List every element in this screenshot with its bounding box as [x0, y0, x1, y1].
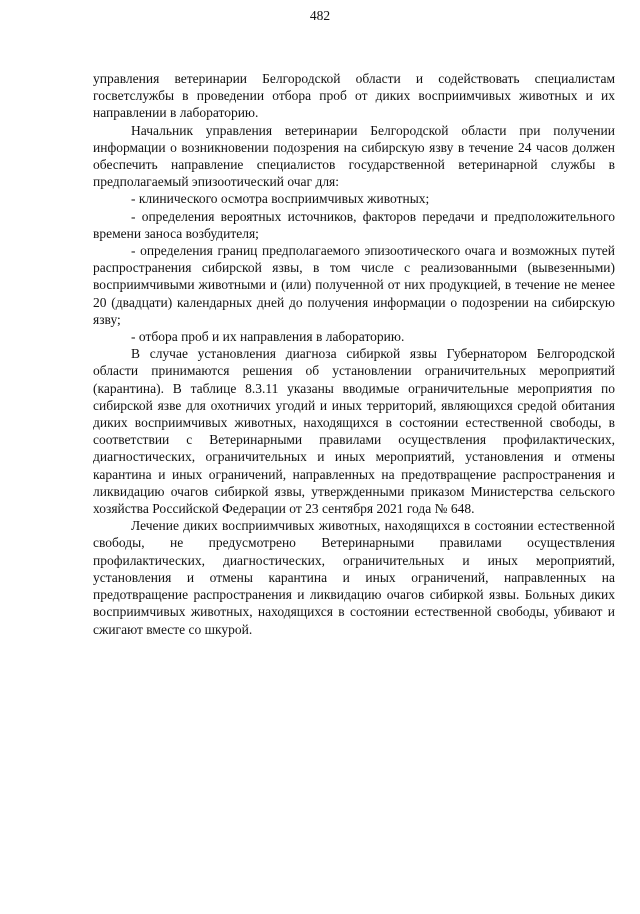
- paragraph-continuation: управления ветеринарии Белгородской области и содействовать специалистам госветслужбы в проведении отбора проб от диких восприимчивых животных и их направлении в лабораторию.: [93, 71, 615, 121]
- list-item-sampling: - отбора проб и их направления в лабораторию.: [131, 329, 405, 345]
- list-item-sources: - определения вероятных источников, факторов передачи и предположительного времени заноса возбудителя;: [93, 208, 615, 241]
- page-number: 482: [309, 8, 331, 23]
- list-item-boundaries: - определения границ предполагаемого эпизоотического очага и возможных путей распространения сибирской язвы, в том числе с реализованными (вывезенными) восприимчивыми животными и (или) полученной от них продукцией, в течение не менее 20 (двадцати) календарных дней до получения информации о подозрении на сибирскую язву;: [93, 243, 615, 327]
- paragraph-head-duties: Начальник управления ветеринарии Белгородской области при получении информации о возникновении подозрения на сибирскую язву в течение 24 часов должен обеспечить направление специалистов государственной ветеринарной службы в предполагаемый эпизоотический очаг для:: [93, 122, 615, 190]
- document-body: [93, 70, 615, 638]
- paragraph-treatment: Лечение диких восприимчивых животных, находящихся в состоянии естественной свободы, не предусмотрено Ветеринарными правилами осуществления профилактических, диагностических, ограничительных и иных мероприятий, установления и отмены карантина и иных ограничений, направленных на предотвращение распространения и ликвидацию очагов сибиркой язвы. Больных диких восприимчивых животных, находящихся в состоянии естественной свободы, убивают и сжигают вместе со шкурой.: [93, 518, 615, 637]
- paragraph-quarantine: В случае установления диагноза сибиркой язвы Губернатором Белгородской области принимаются решения об установлении ограничительных мероприятий (карантина). В таблице 8.3.11 указаны вводимые ограничительные мероприятия по сибирской язве для охотничих угодий и иных территорий, являющихся средой обитания диких восприимчивых животных, находящихся в состоянии естественной свободы, в соответствии с Ветеринарными правилами осуществления профилактических, диагностических, ограничительных и иных мероприятий, установления и отмены карантина и иных ограничений, направленных на предотвращение распространения и ликвидацию очагов сибиркой язвы, утвержденными приказом Министерства сельского хозяйства Российской Федерации от 23 сентября 2021 года № 648.: [93, 346, 615, 517]
- list-item-clinical-exam: - клинического осмотра восприимчивых животных;: [131, 191, 430, 207]
